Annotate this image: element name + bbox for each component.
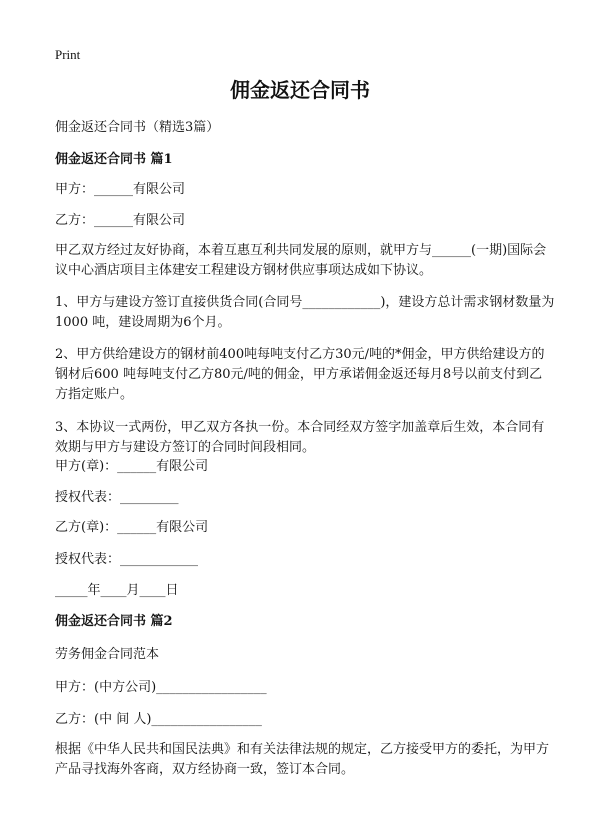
print-link[interactable]: Print — [55, 47, 81, 62]
clause-3: 3、本协议一式两份，甲乙双方各执一份。本合同经双方签字加盖章后生效，本合同有效期与甲方与建设方签订的合同时间段相同。 — [55, 420, 545, 455]
intro-paragraph-2: 根据《中华人民共和国民法典》和有关法律法规的规定，乙方接受甲方的委托，为甲方产品寻找海外客商，双方经协商一致，签订本合同。 — [55, 742, 550, 777]
representative-b: 授权代表：____________ — [55, 552, 199, 567]
date-line: _____年____月____日 — [55, 583, 179, 598]
section-subheading: 劳务佣金合同范本 — [55, 647, 160, 662]
party-a: 甲方：______有限公司 — [55, 182, 186, 197]
signature-party-b: 乙方(章)：______有限公司 — [55, 520, 209, 535]
party-b: 乙方：______有限公司 — [55, 213, 186, 228]
party-a-2: 甲方：(中方公司)_________________ — [55, 680, 267, 695]
section-heading-1: 佣金返还合同书 篇1 — [55, 152, 173, 167]
section-heading-2: 佣金返还合同书 篇2 — [55, 614, 173, 629]
page-title: 佣金返还合同书 — [230, 78, 370, 102]
party-b-2: 乙方：(中 间 人)_________________ — [55, 712, 262, 727]
clause-1: 1、甲方与建设方签订直接供货合同(合同号____________)，建设方总计需求钢材数量为1000 吨，建设周期为6个月。 — [55, 295, 555, 330]
subtitle: 佣金返还合同书（精选3篇） — [55, 120, 220, 135]
representative-a: 授权代表：_________ — [55, 490, 179, 505]
clause-2: 2、甲方供给建设方的钢材前400吨每吨支付乙方30元/吨的*佣金，甲方供给建设方的钢材后600 吨每吨支付乙方80元/吨的佣金，甲方承诺佣金返还每月8号以前支付到乙方指定账户。 — [55, 347, 545, 402]
signature-party-a: 甲方(章)：______有限公司 — [55, 459, 209, 474]
intro-paragraph: 甲乙双方经过友好协商，本着互惠互利共同发展的原则，就甲方与______(一期)国际会议中心酒店项目主体建安工程建设方钢材供应事项达成如下协议。 — [55, 243, 547, 278]
